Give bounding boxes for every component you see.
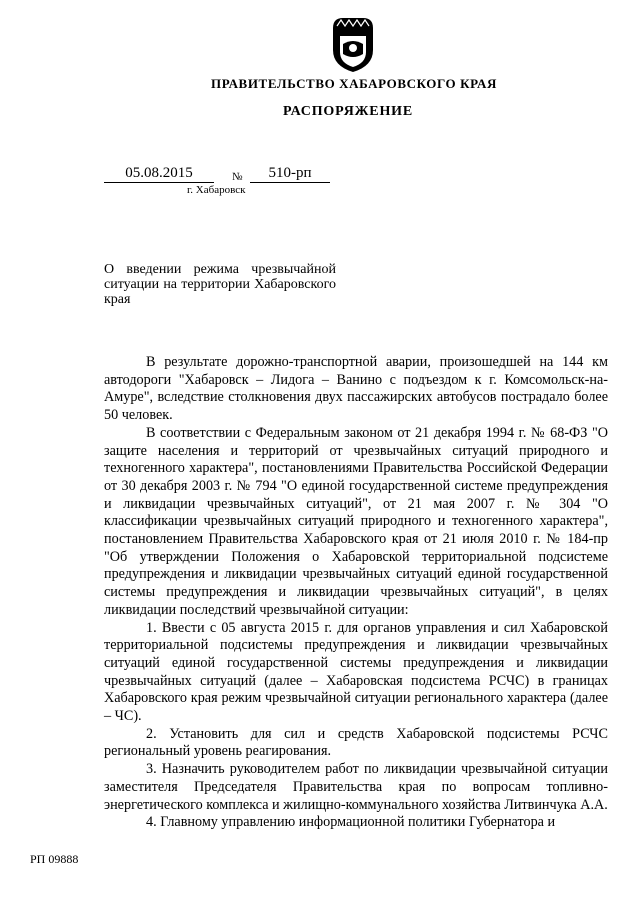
city: г. Хабаровск <box>187 184 246 196</box>
document-type: РАСПОРЯЖЕНИЕ <box>283 104 413 119</box>
document-subject: О введении режима чрезвычайной ситуации на территории Хабаровского края <box>104 262 336 307</box>
paragraph: 1. Ввести с 05 августа 2015 г. для органов управления и сил Хабаровской территориальной подсистемы предупреждения и ликвидации чрезвычайных ситуаций единой государственной системы предупреждения и ликвидации чрезвычайных ситуаций (далее – Хабаровская подсистема РСЧС) в границах Хабаровского края режим чрезвычайной ситуации регионального характера (далее – ЧС). <box>104 619 608 725</box>
document-body <box>104 354 608 832</box>
paragraph: 4. Главному управлению информационной политики Губернатора и <box>146 814 556 831</box>
document-number: 510-рп <box>250 164 330 183</box>
paragraph: 2. Установить для сил и средств Хабаровской подсистемы РСЧС региональный уровень реагирования. <box>104 725 608 760</box>
number-sign: № <box>232 171 243 183</box>
paragraph: В результате дорожно-транспортной аварии, произошедшей на 144 км автодороги "Хабаровск – Лидога – Ванино с подъездом к г. Комсомольск-на-Амуре", вследствие столкновения двух пассажирских автобусов пострадало более 50 человек. <box>104 354 608 424</box>
paragraph: 3. Назначить руководителем работ по ликвидации чрезвычайной ситуации заместителя Председателя Правительства края по вопросам топливно-энергетического комплекса и жилищно-коммунального хозяйства Литвинчука А.А. <box>104 761 608 813</box>
document-id: РП 09888 <box>30 852 79 866</box>
government-title: ПРАВИТЕЛЬСТВО ХАБАРОВСКОГО КРАЯ <box>210 76 497 91</box>
coat-of-arms-emblem <box>329 14 377 74</box>
document-date: 05.08.2015 <box>104 164 214 183</box>
paragraph: В соответствии с Федеральным законом от 21 декабря 1994 г. № 68-ФЗ "О защите населения и территорий от чрезвычайных ситуаций природного и техногенного характера", постановлениями Правительства Российской Федерации от 30 декабря 2003 г. № 794 "О единой государственной системе предупреждения и ликвидации чрезвычайных ситуаций", от 21 мая 2007 г. № 304 "О классификации чрезвычайных ситуаций природного и техногенного характера", постановлением Правительства Хабаровского края от 21 июля 2010 г. № 184-пр "Об утверждении Положения о Хабаровской территориальной подсистеме предупреждения и ликвидации чрезвычайных ситуаций единой государственной системы предупреждения и ликвидации чрезвычайных ситуаций", в целях ликвидации последствий чрезвычайной ситуации: <box>104 424 608 618</box>
